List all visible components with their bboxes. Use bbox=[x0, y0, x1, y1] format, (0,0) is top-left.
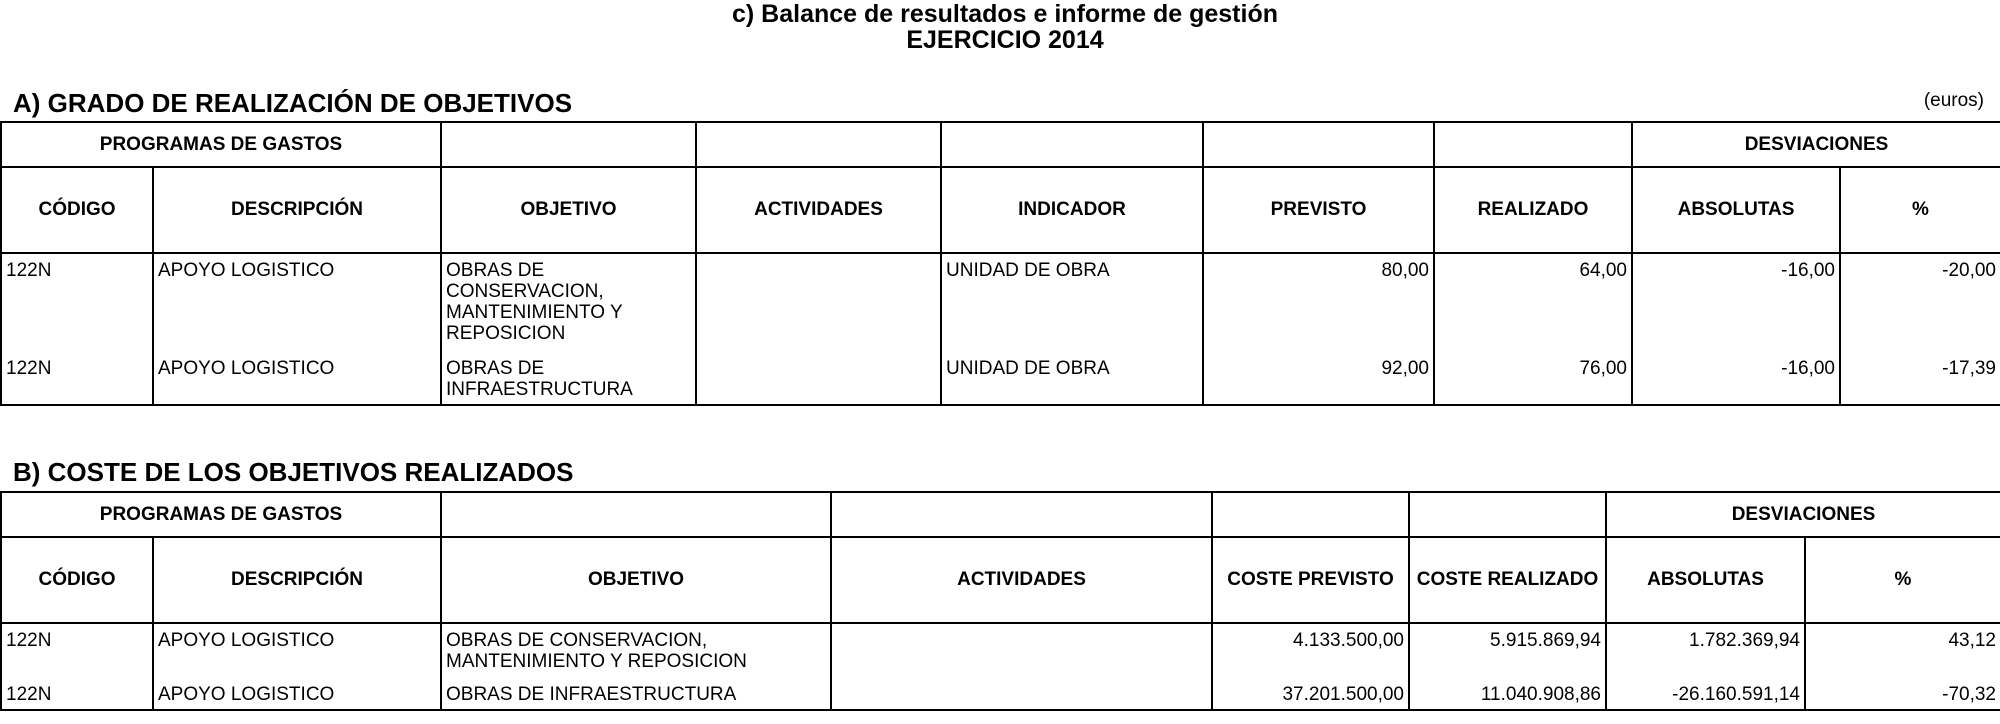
cell-descripcion: APOYO LOGISTICO bbox=[153, 352, 441, 405]
column-header: PREVISTO bbox=[1203, 167, 1434, 253]
group-header-desviaciones: DESVIACIONES bbox=[1632, 122, 2000, 167]
cell-codigo: 122N bbox=[1, 352, 153, 405]
group-header-programas: PROGRAMAS DE GASTOS bbox=[1, 492, 441, 537]
table-row bbox=[1, 352, 2000, 405]
column-header: COSTE REALIZADO bbox=[1409, 537, 1606, 623]
group-header-empty bbox=[1434, 122, 1632, 167]
cell-actividades bbox=[696, 253, 941, 352]
cell-coste-previsto: 4.133.500,00 bbox=[1212, 623, 1409, 678]
column-header: OBJETIVO bbox=[441, 167, 696, 253]
group-header-empty bbox=[1203, 122, 1434, 167]
cell-porcentaje: 43,12 bbox=[1805, 623, 2000, 678]
cell-codigo: 122N bbox=[1, 253, 153, 352]
report-year: EJERCICIO 2014 bbox=[906, 26, 1104, 54]
cell-absolutas: -16,00 bbox=[1632, 253, 1840, 352]
table-group-header-row bbox=[1, 122, 2000, 167]
group-header-empty bbox=[1409, 492, 1606, 537]
table-group-header-row bbox=[1, 492, 2000, 537]
table-row bbox=[1, 623, 2000, 678]
cell-coste-realizado: 5.915.869,94 bbox=[1409, 623, 1606, 678]
cell-previsto: 80,00 bbox=[1203, 253, 1434, 352]
cell-codigo: 122N bbox=[1, 678, 153, 710]
column-header: INDICADOR bbox=[941, 167, 1203, 253]
cell-descripcion: APOYO LOGISTICO bbox=[153, 623, 441, 678]
table-column-header-row bbox=[1, 537, 2000, 623]
group-header-empty bbox=[441, 492, 831, 537]
cell-actividades bbox=[831, 678, 1212, 710]
cell-absolutas: -16,00 bbox=[1632, 352, 1840, 405]
column-header: CÓDIGO bbox=[1, 167, 153, 253]
cell-absolutas: -26.160.591,14 bbox=[1606, 678, 1805, 710]
cell-realizado: 76,00 bbox=[1434, 352, 1632, 405]
cell-previsto: 92,00 bbox=[1203, 352, 1434, 405]
cell-objetivo: OBRAS DE INFRAESTRUCTURA bbox=[441, 352, 696, 405]
group-header-desviaciones: DESVIACIONES bbox=[1606, 492, 2000, 537]
table-row bbox=[1, 678, 2000, 710]
section-a-title: A) GRADO DE REALIZACIÓN DE OBJETIVOS bbox=[13, 88, 573, 118]
costs-table bbox=[0, 491, 2000, 711]
section-b-title: B) COSTE DE LOS OBJETIVOS REALIZADOS bbox=[13, 457, 574, 487]
units-label: (euros) bbox=[1923, 90, 1984, 111]
cell-realizado: 64,00 bbox=[1434, 253, 1632, 352]
cell-absolutas: 1.782.369,94 bbox=[1606, 623, 1805, 678]
column-header: DESCRIPCIÓN bbox=[153, 167, 441, 253]
column-header: REALIZADO bbox=[1434, 167, 1632, 253]
cell-actividades bbox=[831, 623, 1212, 678]
cell-porcentaje: -17,39 bbox=[1840, 352, 2000, 405]
table-row bbox=[1, 253, 2000, 352]
column-header: ACTIVIDADES bbox=[696, 167, 941, 253]
group-header-empty bbox=[441, 122, 696, 167]
column-header: ACTIVIDADES bbox=[831, 537, 1212, 623]
group-header-empty bbox=[831, 492, 1212, 537]
cell-indicador: UNIDAD DE OBRA bbox=[941, 253, 1203, 352]
group-header-empty bbox=[941, 122, 1203, 167]
cell-porcentaje: -70,32 bbox=[1805, 678, 2000, 710]
group-header-empty bbox=[696, 122, 941, 167]
cell-coste-previsto: 37.201.500,00 bbox=[1212, 678, 1409, 710]
column-header: OBJETIVO bbox=[441, 537, 831, 623]
column-header: CÓDIGO bbox=[1, 537, 153, 623]
cell-actividades bbox=[696, 352, 941, 405]
cell-coste-realizado: 11.040.908,86 bbox=[1409, 678, 1606, 710]
group-header-programas: PROGRAMAS DE GASTOS bbox=[1, 122, 441, 167]
cell-porcentaje: -20,00 bbox=[1840, 253, 2000, 352]
column-header: DESCRIPCIÓN bbox=[153, 537, 441, 623]
objectives-table bbox=[0, 121, 2000, 406]
cell-descripcion: APOYO LOGISTICO bbox=[153, 678, 441, 710]
column-header: ABSOLUTAS bbox=[1632, 167, 1840, 253]
cell-objetivo: OBRAS DE CONSERVACION, MANTENIMIENTO Y REPOSICION bbox=[441, 623, 831, 678]
column-header: % bbox=[1840, 167, 2000, 253]
cell-descripcion: APOYO LOGISTICO bbox=[153, 253, 441, 352]
cell-codigo: 122N bbox=[1, 623, 153, 678]
cell-objetivo: OBRAS DE CONSERVACION, MANTENIMIENTO Y REPOSICION bbox=[441, 253, 696, 352]
column-header: COSTE PREVISTO bbox=[1212, 537, 1409, 623]
table-column-header-row bbox=[1, 167, 2000, 253]
cell-indicador: UNIDAD DE OBRA bbox=[941, 352, 1203, 405]
column-header: % bbox=[1805, 537, 2000, 623]
cell-objetivo: OBRAS DE INFRAESTRUCTURA bbox=[441, 678, 831, 710]
report-title: c) Balance de resultados e informe de gestión bbox=[732, 0, 1278, 28]
column-header: ABSOLUTAS bbox=[1606, 537, 1805, 623]
group-header-empty bbox=[1212, 492, 1409, 537]
